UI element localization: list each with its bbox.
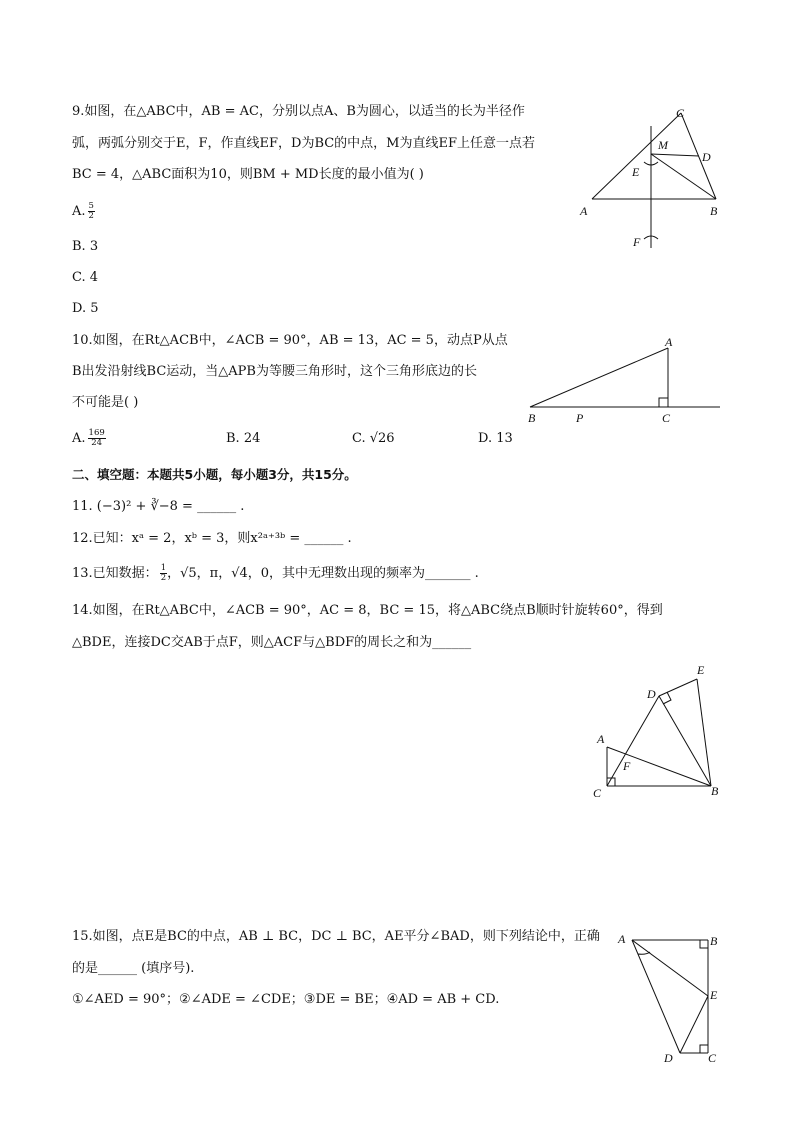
- q15-segment-de: [680, 996, 708, 1053]
- q10-option-a-denominator: 24: [91, 438, 103, 448]
- q9-line1: 9.如图，在△ABC中，AB = AC，分别以点A、B为圆心，以适当的长为半径作: [72, 104, 525, 119]
- q15-right-angle-c: [700, 1045, 708, 1053]
- q10-figure: [520, 330, 730, 430]
- q9-option-c: C. 4: [72, 270, 99, 285]
- q14-side-db: [659, 696, 711, 786]
- q14-label-a: A: [597, 732, 605, 746]
- q10-option-a: [72, 429, 106, 448]
- q10-label-b: B: [528, 411, 536, 425]
- q14-segment-dc: [607, 696, 659, 786]
- q15-right-angle-b: [700, 940, 708, 948]
- q9-option-a-numerator: 5: [88, 201, 94, 211]
- q10-option-c: C. √26: [352, 431, 395, 446]
- q10-label-p: P: [576, 411, 584, 425]
- q13-text: [72, 564, 479, 583]
- q13-numerator: 1: [160, 563, 167, 573]
- q9-line2: 弧，两弧分别交于E，F，作直线EF，D为BC的中点，M为直线EF上任意一点若: [72, 136, 536, 151]
- q15-line3: ①∠AED = 90°；②∠ADE = ∠CDE；③DE = BE；④AD = AB + CD.: [72, 992, 500, 1007]
- q10-line3: 不可能是( ): [72, 395, 139, 410]
- q14-label-b: B: [711, 784, 719, 798]
- q13-fraction: [160, 564, 167, 583]
- q15-label-a: A: [618, 932, 626, 946]
- q15-label-d: D: [664, 1051, 673, 1065]
- q9-option-a-denominator: 2: [88, 211, 94, 221]
- q14-line2: △BDE，连接DC交AB于点F，则△ACF与△BDF的周长之和为______: [72, 635, 472, 650]
- q10-side-ab: [530, 348, 668, 407]
- q10-option-a-numerator: 169: [88, 428, 105, 438]
- q9-option-b: B. 3: [72, 239, 99, 254]
- q9-side-ac: [592, 113, 681, 199]
- q14-label-d: D: [647, 687, 656, 701]
- q10-line1: 10.如图，在Rt△ACB中，∠ACB = 90°，AB = 13，AC = 5，动点P从点: [72, 333, 508, 348]
- q9-option-a-fraction: [88, 202, 95, 221]
- q10-option-b: B. 24: [226, 431, 261, 446]
- q14-line1: 14.如图，在Rt△ABC中，∠ACB = 90°，AC = 8，BC = 15，将△ABC绕点B顺时针旋转60°，得到: [72, 603, 663, 618]
- q9-label-e: E: [632, 165, 640, 179]
- q14-figure: [585, 660, 730, 805]
- q14-label-f: F: [623, 759, 631, 773]
- q10-label-c: C: [662, 411, 671, 425]
- q15-label-e: E: [710, 988, 718, 1002]
- q10-line2: B出发沿射线BC运动，当△APB为等腰三角形时，这个三角形底边的长: [72, 364, 477, 379]
- q10-label-a: A: [665, 335, 673, 349]
- q9-figure: [570, 100, 730, 255]
- q9-label-f: F: [633, 235, 641, 249]
- q13-denominator: 2: [160, 573, 167, 583]
- q12-text: 12.已知：xᵃ = 2，xᵇ = 3，则x²ᵃ⁺³ᵇ = ______ .: [72, 531, 352, 546]
- q9-label-a: A: [580, 204, 588, 218]
- q10-option-a-label: A.: [72, 431, 86, 446]
- q14-label-e: E: [697, 663, 705, 677]
- q9-label-d: D: [702, 150, 711, 164]
- section-two-heading: 二、填空题：本题共5小题，每小题3分，共15分。: [72, 467, 357, 482]
- q9-segment-md: [651, 154, 699, 156]
- q15-label-c: C: [708, 1051, 717, 1065]
- q13-prefix: 13.已知数据：: [72, 566, 158, 581]
- q15-line2: 的是______ (填序号).: [72, 961, 195, 976]
- q9-option-a-label: A.: [72, 204, 86, 219]
- q14-side-eb: [697, 679, 711, 786]
- q9-option-d: D. 5: [72, 301, 99, 316]
- q9-label-m: M: [658, 138, 668, 152]
- q13-suffix: ，√5，π，√4，0，其中无理数出现的频率为_______ .: [167, 566, 479, 581]
- q9-label-c: C: [676, 106, 685, 120]
- q9-line3: BC = 4，△ABC面积为10，则BM + MD长度的最小值为( ): [72, 167, 424, 182]
- q10-option-a-fraction: [88, 429, 106, 448]
- q15-side-ad: [632, 940, 680, 1053]
- q10-option-d: D. 13: [478, 431, 513, 446]
- q15-line1: 15.如图，点E是BC的中点，AB ⊥ BC，DC ⊥ BC，AE平分∠BAD，则下列结论中，正确: [72, 929, 600, 944]
- q11-text: 11. (−3)² + ∛−8 = ______ .: [72, 499, 245, 514]
- q9-label-b: B: [710, 204, 718, 218]
- q14-label-c: C: [593, 786, 602, 800]
- q15-label-b: B: [710, 934, 718, 948]
- q14-side-de: [659, 679, 697, 696]
- q9-option-a: [72, 202, 95, 221]
- q10-right-angle-mark: [659, 398, 668, 407]
- q15-figure: [612, 925, 727, 1067]
